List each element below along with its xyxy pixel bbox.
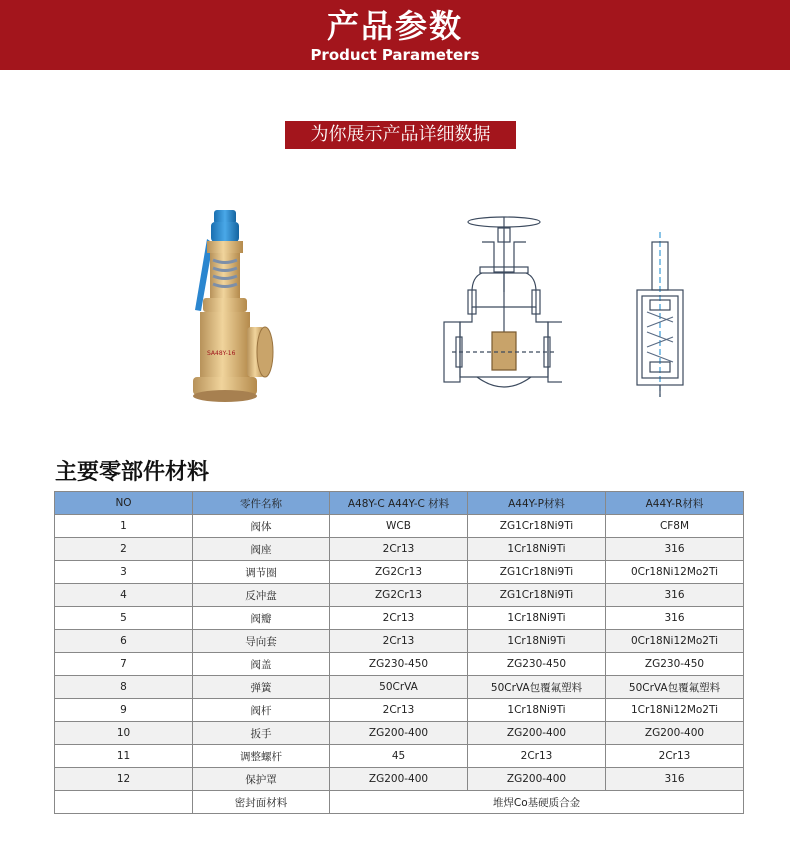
table-cell: 316 <box>606 768 744 791</box>
table-cell: 调节圈 <box>193 561 330 584</box>
safety-valve-photo <box>185 205 285 410</box>
table-cell: 5 <box>55 607 193 630</box>
table-cell: ZG2Cr13 <box>330 561 468 584</box>
table-cell: 反冲盘 <box>193 584 330 607</box>
materials-section-title: 主要零部件材料 <box>55 460 210 485</box>
table-cell: 1Cr18Ni9Ti <box>468 607 606 630</box>
table-cell: 6 <box>55 630 193 653</box>
section-tagline: 为你展示产品详细数据 <box>285 121 516 149</box>
table-cell <box>55 791 193 814</box>
table-cell: ZG1Cr18Ni9Ti <box>468 584 606 607</box>
column-header: A48Y-C A44Y-C 材料 <box>330 492 468 515</box>
table-cell: 0Cr18Ni12Mo2Ti <box>606 561 744 584</box>
table-cell: 阀体 <box>193 515 330 538</box>
table-cell: CF8M <box>606 515 744 538</box>
table-row <box>55 653 744 676</box>
table-cell: ZG2Cr13 <box>330 584 468 607</box>
table-cell: 2Cr13 <box>330 607 468 630</box>
table-row <box>55 561 744 584</box>
table-cell: 316 <box>606 538 744 561</box>
table-cell: 调整螺杆 <box>193 745 330 768</box>
table-cell: 阀瓣 <box>193 607 330 630</box>
table-cell: 保护罩 <box>193 768 330 791</box>
table-cell: 导向套 <box>193 630 330 653</box>
header-banner <box>0 0 790 70</box>
table-cell: ZG200-400 <box>330 768 468 791</box>
table-cell: 8 <box>55 676 193 699</box>
table-cell: 50CrVA包覆氟塑料 <box>468 676 606 699</box>
table-cell: ZG230-450 <box>606 653 744 676</box>
table-cell: 2 <box>55 538 193 561</box>
table-header-row <box>55 492 744 515</box>
table-cell: 2Cr13 <box>330 630 468 653</box>
column-header: A44Y-P材料 <box>468 492 606 515</box>
table-row <box>55 607 744 630</box>
table-cell: 45 <box>330 745 468 768</box>
table-cell: 2Cr13 <box>468 745 606 768</box>
table-cell: 1Cr18Ni9Ti <box>468 699 606 722</box>
table-row <box>55 630 744 653</box>
table-row <box>55 722 744 745</box>
table-cell: 弹簧 <box>193 676 330 699</box>
table-cell: ZG200-400 <box>468 722 606 745</box>
table-cell: 7 <box>55 653 193 676</box>
table-cell: ZG1Cr18Ni9Ti <box>468 515 606 538</box>
table-cell: ZG230-450 <box>468 653 606 676</box>
table-cell: 316 <box>606 584 744 607</box>
table-cell: 2Cr13 <box>330 699 468 722</box>
table-cell: 10 <box>55 722 193 745</box>
table-cell: 1 <box>55 515 193 538</box>
table-cell: 扳手 <box>193 722 330 745</box>
table-cell: 11 <box>55 745 193 768</box>
table-cell: 12 <box>55 768 193 791</box>
table-row <box>55 584 744 607</box>
table-cell: WCB <box>330 515 468 538</box>
table-cell: 阀座 <box>193 538 330 561</box>
table-cell: 0Cr18Ni12Mo2Ti <box>606 630 744 653</box>
table-cell: 1Cr18Ni9Ti <box>468 538 606 561</box>
table-cell: 3 <box>55 561 193 584</box>
materials-table <box>54 491 744 814</box>
column-header: NO <box>55 492 193 515</box>
column-header: 零件名称 <box>193 492 330 515</box>
table-cell: ZG200-400 <box>330 722 468 745</box>
table-row <box>55 768 744 791</box>
table-cell: 316 <box>606 607 744 630</box>
table-cell: 2Cr13 <box>606 745 744 768</box>
table-cell: 50CrVA包覆氟塑料 <box>606 676 744 699</box>
banner-subtitle: Product Parameters <box>310 46 480 64</box>
table-cell: 阀杆 <box>193 699 330 722</box>
table-cell: ZG230-450 <box>330 653 468 676</box>
table-cell: 堆焊Co基硬质合金 <box>330 791 744 814</box>
table-cell: 4 <box>55 584 193 607</box>
table-footer-row <box>55 791 744 814</box>
table-cell: 2Cr13 <box>330 538 468 561</box>
table-row <box>55 538 744 561</box>
valve-section-drawing <box>632 232 687 397</box>
table-cell: ZG1Cr18Ni9Ti <box>468 561 606 584</box>
table-cell: 密封面材料 <box>193 791 330 814</box>
table-cell: 50CrVA <box>330 676 468 699</box>
table-row <box>55 515 744 538</box>
table-cell: ZG200-400 <box>468 768 606 791</box>
table-cell: ZG200-400 <box>606 722 744 745</box>
table-cell: 9 <box>55 699 193 722</box>
table-row <box>55 745 744 768</box>
photo-label: SA48Y-16 <box>207 350 236 357</box>
table-cell: 1Cr18Ni9Ti <box>468 630 606 653</box>
banner-title: 产品参数 <box>326 7 463 45</box>
column-header: A44Y-R材料 <box>606 492 744 515</box>
table-cell: 1Cr18Ni12Mo2Ti <box>606 699 744 722</box>
gate-valve-drawing <box>442 212 562 397</box>
table-cell: 阀盖 <box>193 653 330 676</box>
table-row <box>55 699 744 722</box>
table-row <box>55 676 744 699</box>
